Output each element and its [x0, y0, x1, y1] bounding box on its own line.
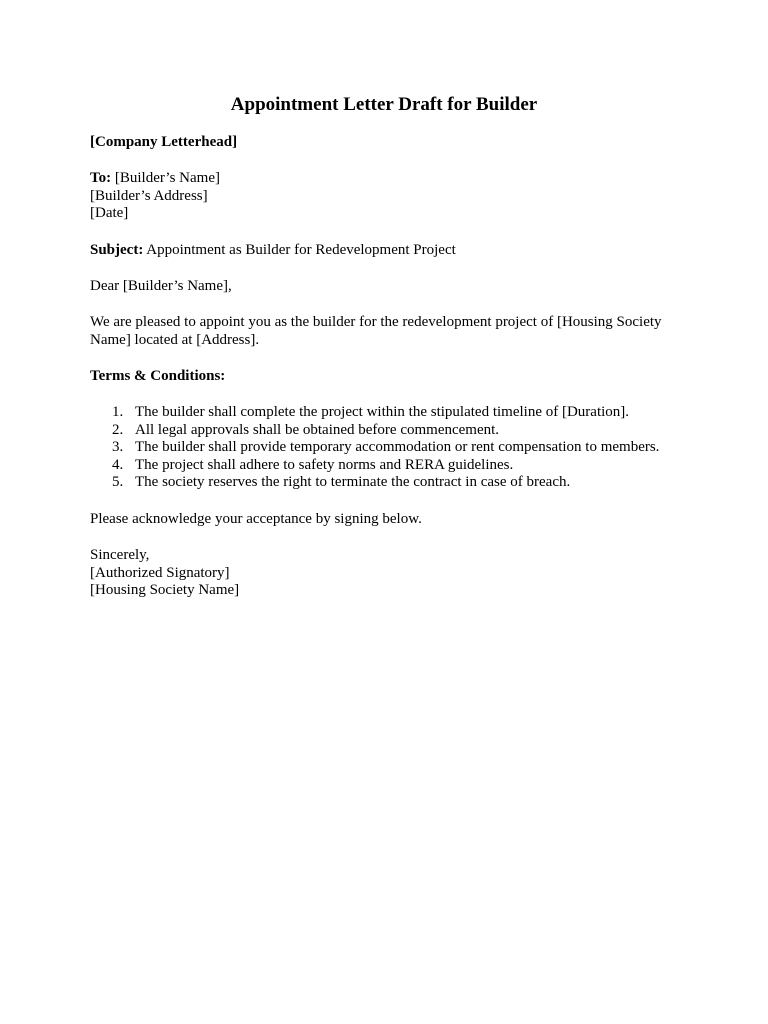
- list-item-text: The project shall adhere to safety norms and RERA guidelines.: [135, 456, 514, 473]
- acknowledge-paragraph: Please acknowledge your acceptance by signing below.: [90, 511, 422, 527]
- terms-list: [90, 404, 690, 492]
- closing: Sincerely,: [90, 547, 150, 563]
- salutation: Dear [Builder’s Name],: [90, 278, 232, 294]
- list-item: [90, 422, 690, 440]
- list-item-text: The builder shall complete the project within the stipulated timeline of [Duration].: [135, 404, 630, 420]
- list-item-number: 3.: [112, 439, 124, 456]
- list-item: [90, 439, 690, 457]
- document-title: Appointment Letter Draft for Builder: [230, 94, 538, 115]
- list-item-text: The builder shall provide temporary accommodation or rent compensation to members.: [135, 439, 660, 456]
- list-item-number: 1.: [112, 404, 124, 420]
- letterhead: [90, 134, 680, 152]
- list-item-number: 5.: [112, 474, 124, 491]
- subject-label: Subject:: [90, 242, 144, 258]
- recipient-name: [Builder’s Name]: [114, 170, 220, 186]
- to-label: To:: [90, 170, 112, 186]
- recipient-block: [90, 170, 680, 223]
- terms-heading: [90, 368, 680, 386]
- list-item: [90, 474, 690, 492]
- terms-heading-text: Terms & Conditions:: [90, 368, 226, 384]
- list-item: [90, 404, 690, 422]
- subject-line: [90, 242, 680, 260]
- signatory: [Authorized Signatory]: [90, 564, 230, 581]
- signature-block: [90, 547, 680, 600]
- subject-text: Appointment as Builder for Redevelopment Project: [146, 242, 456, 258]
- intro-paragraph: We are pleased to appoint you as the builder for the redevelopment project of [Housing Society Name] located at [Address].: [90, 314, 662, 348]
- recipient-name-line: [90, 170, 680, 188]
- list-item-number: 2.: [112, 421, 124, 438]
- recipient-address: [Builder’s Address]: [90, 187, 208, 204]
- list-item: [90, 457, 690, 475]
- list-item-text: All legal approvals shall be obtained before commencement.: [135, 421, 500, 438]
- list-item-number: 4.: [112, 456, 124, 473]
- society-name: [Housing Society Name]: [90, 582, 240, 599]
- letter-date: [Date]: [90, 205, 129, 222]
- list-item-text: The society reserves the right to terminate the contract in case of breach.: [135, 474, 571, 491]
- letterhead-text: [Company Letterhead]: [90, 134, 238, 150]
